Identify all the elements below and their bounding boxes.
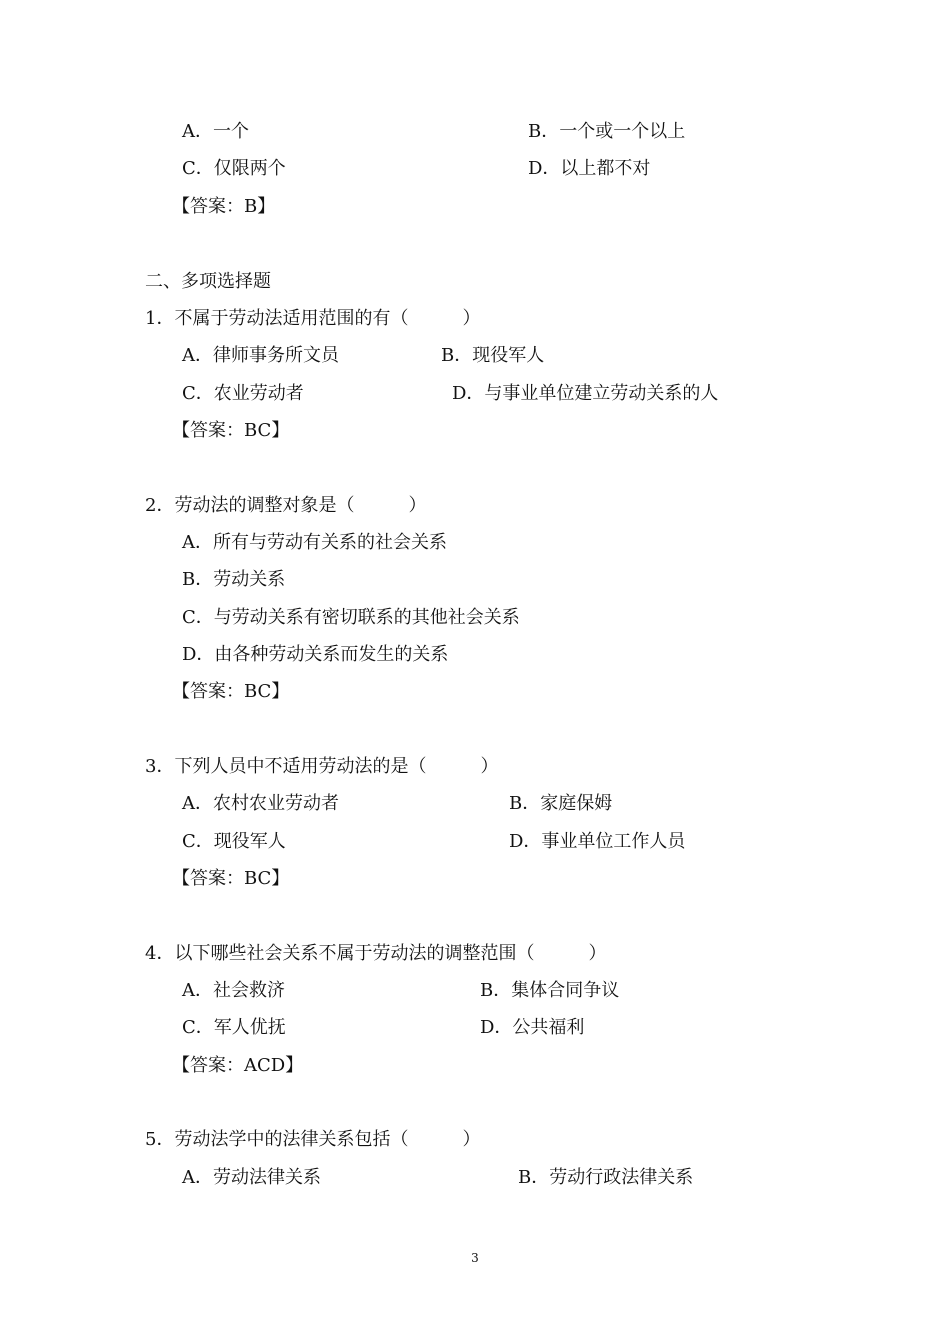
- question-stem: 3．下列人员中不适用劳动法的是（ ）: [145, 756, 499, 777]
- option-b: B．家庭保姆: [509, 793, 613, 814]
- question-stem: 2．劳动法的调整对象是（ ）: [145, 495, 427, 516]
- answer: 【答案：ACD】: [172, 1055, 304, 1076]
- option-a: A．所有与劳动有关系的社会关系: [182, 532, 447, 553]
- option-a: A．劳动法律关系: [182, 1167, 321, 1188]
- option-b: B．一个或一个以上: [528, 121, 686, 142]
- option-d: D．公共福利: [480, 1017, 585, 1038]
- page-number: 3: [471, 1251, 479, 1265]
- option-c: C．仅限两个: [182, 158, 286, 179]
- option-b: B．劳动关系: [182, 569, 286, 590]
- option-c: C．农业劳动者: [182, 383, 304, 404]
- option-a: A．律师事务所文员: [182, 345, 339, 366]
- option-d: D．由各种劳动关系而发生的关系: [182, 644, 449, 665]
- option-b: B．现役军人: [441, 345, 545, 366]
- answer: 【答案：BC】: [172, 868, 290, 889]
- option-c: C．军人优抚: [182, 1017, 286, 1038]
- answer: 【答案：BC】: [172, 681, 290, 702]
- section-title: 二、多项选择题: [145, 271, 271, 292]
- answer: 【答案：BC】: [172, 420, 290, 441]
- option-d: D．与事业单位建立劳动关系的人: [452, 383, 719, 404]
- option-c: C．与劳动关系有密切联系的其他社会关系: [182, 607, 520, 628]
- option-d: D．事业单位工作人员: [509, 831, 686, 852]
- question-stem: 1．不属于劳动法适用范围的有（ ）: [145, 308, 481, 329]
- option-b: B．集体合同争议: [480, 980, 620, 1001]
- option-a: A．社会救济: [182, 980, 285, 1001]
- option-b: B．劳动行政法律关系: [518, 1167, 694, 1188]
- question-stem: 5．劳动法学中的法律关系包括（ ）: [145, 1129, 481, 1150]
- option-d: D．以上都不对: [528, 158, 651, 179]
- option-a: A．一个: [182, 121, 249, 142]
- question-stem: 4．以下哪些社会关系不属于劳动法的调整范围（ ）: [145, 943, 607, 964]
- answer: 【答案：B】: [172, 196, 276, 217]
- option-c: C．现役军人: [182, 831, 286, 852]
- option-a: A．农村农业劳动者: [182, 793, 339, 814]
